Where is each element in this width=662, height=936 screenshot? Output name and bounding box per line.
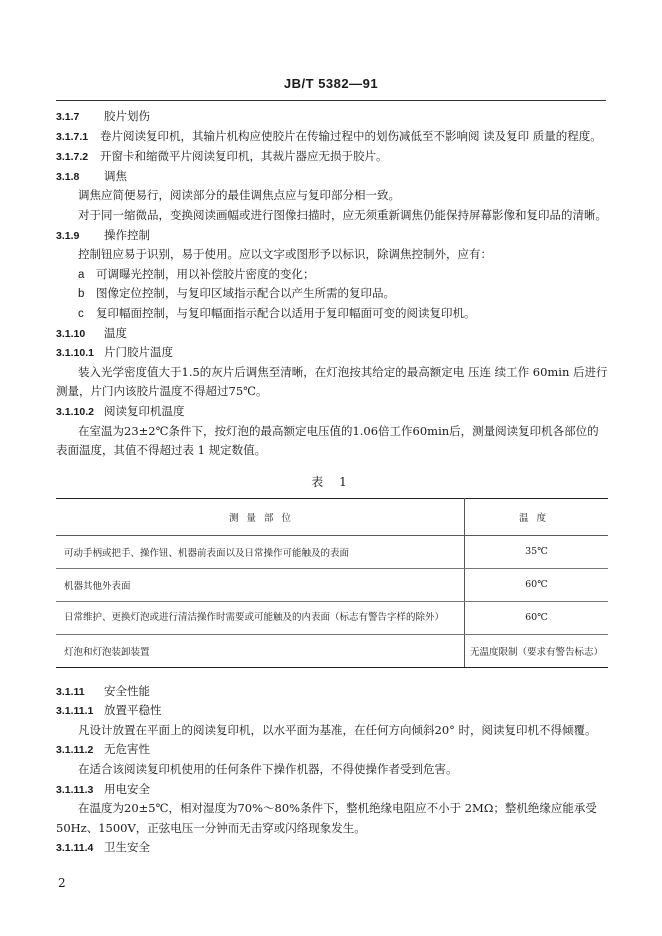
section-title: 无危害性 bbox=[104, 742, 150, 757]
section-title: 操作控制 bbox=[104, 227, 150, 242]
section-heading bbox=[56, 167, 608, 187]
section-number: 3.1.10.2 bbox=[56, 405, 94, 418]
paragraph: 装入光学密度值大于1.5的灰片后调焦至清晰，在灯泡按其给定的最高额定电 压连 续工作 60min 后进行测量，片门内该胶片温度不得超过75℃。 bbox=[56, 364, 608, 399]
clause bbox=[56, 147, 608, 167]
table-cell-temp: 35℃ bbox=[465, 535, 609, 568]
table-cell-temp: 60℃ bbox=[465, 568, 609, 601]
table-row bbox=[56, 634, 608, 667]
section-number: 3.1.7.1 bbox=[56, 130, 89, 143]
page-number: 2 bbox=[58, 876, 66, 890]
table-cell-part: 日常维护、更换灯泡或进行清洁操作时需要或可能触及的内表面（标志有警告字样的除外） bbox=[56, 601, 465, 634]
section-number: 3.1.9 bbox=[56, 229, 80, 242]
list-text: 图像定位控制，与复印区域指示配合以产生所需的复印品。 bbox=[96, 286, 395, 301]
section-number: 3.1.10.1 bbox=[56, 347, 94, 360]
section-number: 3.1.7.2 bbox=[56, 151, 89, 164]
temperature-table bbox=[56, 498, 608, 668]
section-number: 3.1.11.4 bbox=[56, 842, 94, 855]
section-title: 卫生安全 bbox=[104, 840, 150, 855]
section-title: 调焦 bbox=[104, 168, 127, 183]
list-item bbox=[56, 284, 608, 304]
section-heading bbox=[56, 226, 608, 246]
section-number: 3.1.10 bbox=[56, 327, 86, 340]
section-title: 用电安全 bbox=[104, 781, 150, 796]
section-heading bbox=[56, 740, 608, 760]
paragraph: 调焦应简便易行，阅读部分的最佳调焦点应与复印部分相一致。 bbox=[78, 188, 400, 203]
paragraph: 凡设计放置在平面上的阅读复印机，以水平面为基准，在任何方向倾斜20° 时，阅读复印机不得倾覆。 bbox=[78, 722, 597, 737]
clause bbox=[56, 127, 608, 148]
section-heading bbox=[56, 701, 608, 721]
section-title: 安全性能 bbox=[104, 683, 150, 698]
clause-text: 开窗卡和缩微平片阅读复印机，其裁片器应无损于胶片。 bbox=[100, 149, 388, 164]
table-header-row bbox=[56, 498, 608, 535]
section-number: 3.1.11.1 bbox=[56, 705, 94, 718]
section-number: 3.1.7 bbox=[56, 111, 80, 123]
list-text: 可调曝光控制，用以补偿胶片密度的变化； bbox=[96, 266, 315, 281]
section-number: 3.1.11.3 bbox=[56, 783, 94, 796]
section-heading bbox=[56, 343, 608, 363]
section-title: 胶片划伤 bbox=[104, 109, 150, 123]
section-heading bbox=[56, 324, 608, 344]
paragraph: 在室温为23±2℃条件下，按灯泡的最高额定电压值的1.06倍工作60min后，测量阅读复印机各部位的表面温度，其值不得超过表 1 规定数值。 bbox=[56, 423, 599, 458]
list-item bbox=[56, 265, 608, 285]
header-divider bbox=[56, 100, 606, 101]
section-title: 阅读复印机温度 bbox=[104, 403, 185, 418]
paragraph: 在适合该阅读复印机使用的任何条件下操作机器，不得使操作者受到危害。 bbox=[78, 762, 458, 777]
section-heading bbox=[56, 780, 608, 800]
section-heading bbox=[56, 682, 608, 702]
section-heading bbox=[56, 402, 608, 422]
document-body bbox=[56, 107, 608, 858]
clause-text: 卷片阅读复印机，其输片机构应使胶片在传输过程中的划伤减低至不影响阅 读及复印 质量的程度。 bbox=[100, 128, 602, 143]
paragraph: 在温度为20±5℃，相对湿度为70%～80%条件下，整机绝缘电阻应不小于 2MΩ；整机绝缘应能承受50Hz、1500V，正弦电压一分钟而无击穿或闪络现象发生。 bbox=[56, 801, 597, 835]
section-number: 3.1.11.2 bbox=[56, 744, 94, 757]
paragraph: 控制钮应易于识别，易于使用。应以文字或图形予以标识，除调焦控制外，应有： bbox=[78, 247, 492, 262]
standard-code-header: JB/T 5382—91 bbox=[283, 76, 379, 91]
section-number: 3.1.11 bbox=[56, 685, 85, 698]
table-cell-part: 灯泡和灯泡装卸装置 bbox=[56, 634, 465, 667]
table-row bbox=[56, 601, 608, 634]
section-title: 放置平稳性 bbox=[104, 703, 162, 718]
list-item bbox=[56, 304, 608, 324]
list-marker: a bbox=[78, 268, 85, 281]
section-number: 3.1.8 bbox=[56, 170, 80, 183]
list-marker: b bbox=[78, 288, 85, 301]
section-heading bbox=[56, 838, 608, 858]
section-title: 温度 bbox=[104, 325, 127, 340]
table-cell-part: 可动手柄或把手、操作钮、机器前表面以及日常操作可能触及的表面 bbox=[56, 535, 465, 568]
table-row bbox=[56, 535, 608, 568]
list-marker: c bbox=[78, 307, 84, 320]
column-header-part: 测量部位 bbox=[56, 498, 465, 535]
table-row bbox=[56, 568, 608, 601]
table-cell-part: 机器其他外表面 bbox=[56, 568, 465, 601]
section-heading bbox=[56, 107, 608, 127]
paragraph: 对于同一缩微品，变换阅读画幅或进行图像扫描时，应无须重新调焦仍能保持屏幕影像和复印品的清晰。 bbox=[78, 207, 607, 222]
list-text: 复印幅面控制，与复印幅面指示配合以适用于复印幅面可变的阅读复印机。 bbox=[96, 305, 476, 320]
table-cell-temp: 60℃ bbox=[465, 601, 609, 634]
column-header-temperature: 温度 bbox=[465, 498, 609, 535]
table-caption: 表 1 bbox=[311, 474, 353, 489]
table-cell-temp: 无温度限制（要求有警告标志） bbox=[465, 634, 609, 667]
section-title: 片门胶片温度 bbox=[104, 345, 173, 360]
